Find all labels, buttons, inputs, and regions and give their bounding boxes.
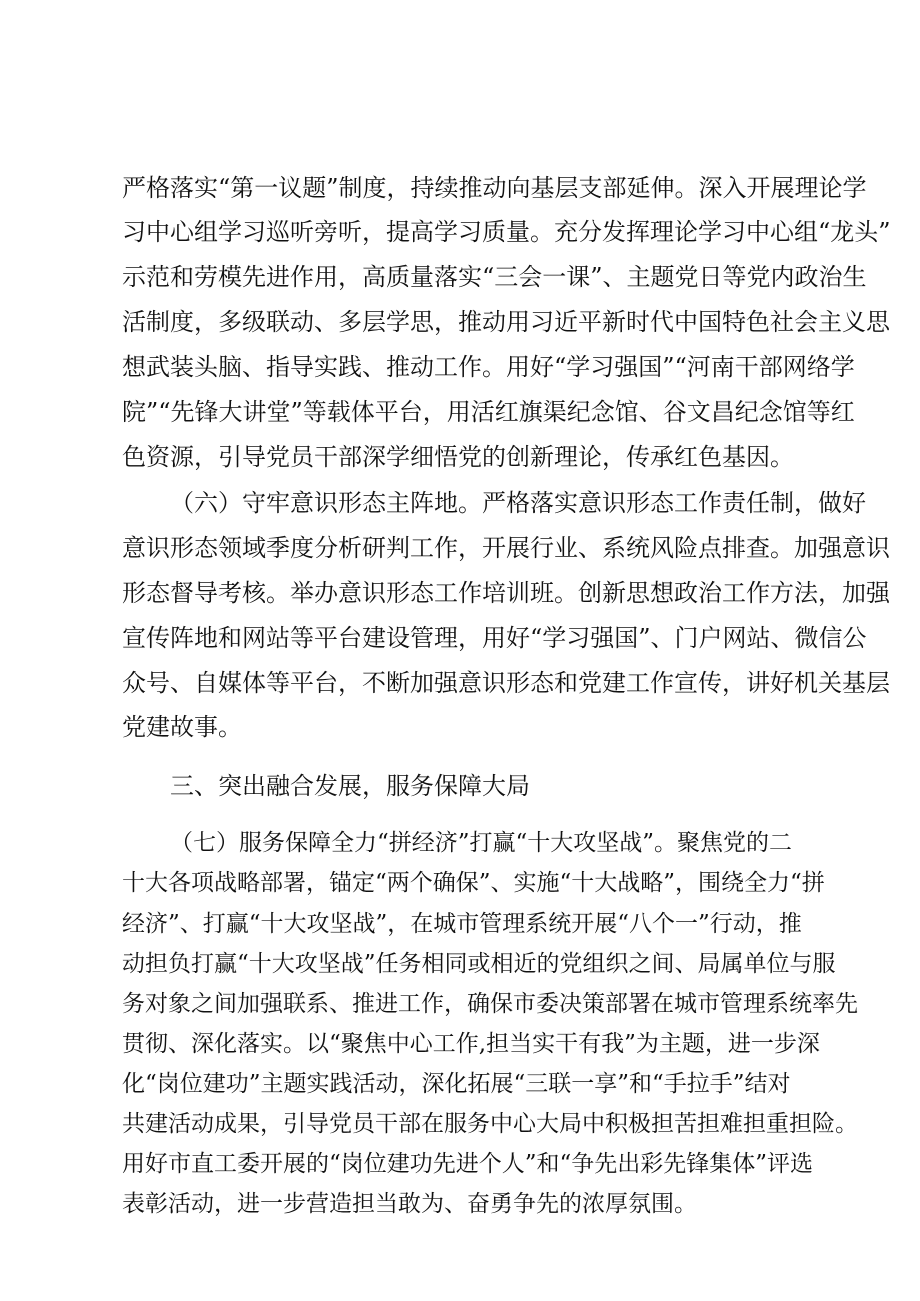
text-line: 共建活动成果，引导党员干部在服务中心大局中积极担苦担难担重担险。 <box>122 1111 858 1137</box>
text-line: 党建故事。 <box>122 713 242 741</box>
text-line: 动担负打赢“十大攻坚战”任务相同或相近的党组织之间、局属单位与服 <box>122 951 836 977</box>
text-line: 形态督导考核。举办意识形态工作培训班。创新思想政治工作方法，加强 <box>122 579 890 607</box>
text-line: （七）服务保障全力“拼经济”打赢“十大攻坚战”。聚焦党的二 <box>170 830 793 856</box>
text-line: 示范和劳模先进作用，高质量落实“三会一课”、主题党日等党内政治生 <box>122 263 867 291</box>
text-line: 宣传阵地和网站等平台建设管理，用好“学习强国”、门户网站、微信公 <box>122 624 867 652</box>
text-line: 务对象之间加强联系、推进工作，确保市委决策部署在城市管理系统率先 <box>122 991 858 1017</box>
text-line: 众号、自媒体等平台，不断加强意识形态和党建工作宣传，讲好机关基层 <box>122 669 890 697</box>
text-line: 表彰活动，进一步营造担当敢为、奋勇争先的浓厚氛围。 <box>122 1191 697 1217</box>
text-line: 用好市直工委开展的“岗位建功先进个人”和“争先出彩先锋集体”评选 <box>122 1151 814 1177</box>
text-line: 贯彻、深化落实。以“聚焦中心工作,担当实干有我”为主题，进一步深 <box>122 1031 820 1057</box>
text-line: 想武装头脑、指导实践、推动工作。用好“学习强国”“河南干部网络学 <box>122 353 855 381</box>
text-line: 严格落实“第一议题”制度，持续推动向基层支部延伸。深入开展理论学 <box>122 174 867 202</box>
text-line: 活制度，多级联动、多层学思，推动用习近平新时代中国特色社会主义思 <box>122 308 890 336</box>
text-line: 院”“先锋大讲堂”等载体平台，用活红旗渠纪念馆、谷文昌纪念馆等红 <box>122 398 855 426</box>
text-line: 经济”、打赢“十大攻坚战”，在城市管理系统开展“八个一”行动，推 <box>122 911 802 937</box>
text-line: （六）守牢意识形态主阵地。严格落实意识形态工作责任制，做好 <box>170 489 866 517</box>
text-line: 习中心组学习巡听旁听，提高学习质量。充分发挥理论学习中心组“龙头” <box>122 218 891 246</box>
text-line: 十大各项战略部署，锚定“两个确保”、实施“十大战略”，围绕全力“拼 <box>122 870 825 896</box>
text-line: 色资源，引导党员干部深学细悟党的创新理论，传承红色基因。 <box>122 443 794 471</box>
text-line: 化“岗位建功”主题实践活动，深化拓展“三联一享”和“手拉手”结对 <box>122 1071 791 1097</box>
section-heading: 三、突出融合发展，服务保障大局 <box>170 772 530 800</box>
text-line: 意识形态领域季度分析研判工作，开展行业、系统风险点排查。加强意识 <box>122 534 890 562</box>
